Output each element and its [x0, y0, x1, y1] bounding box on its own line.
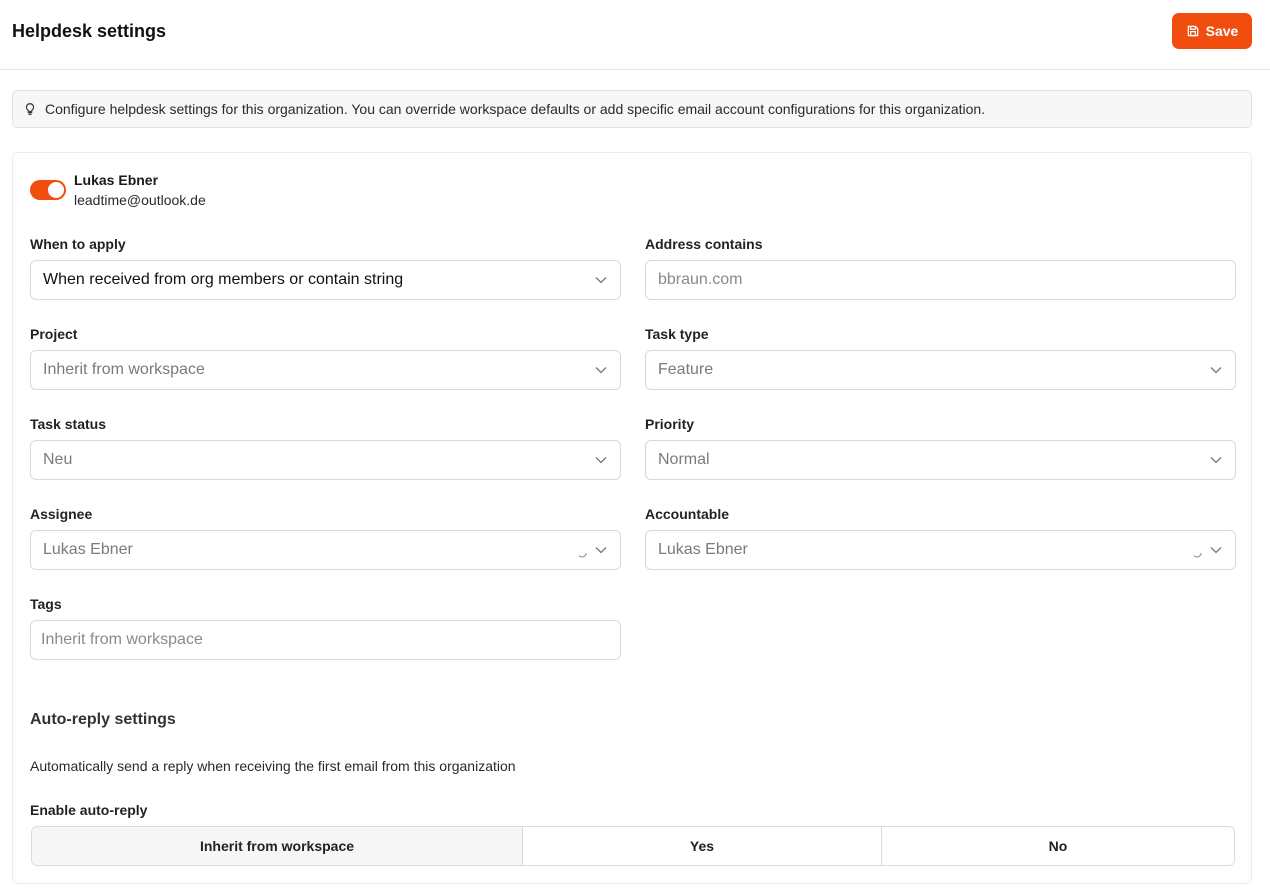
chevron-down-icon [1210, 366, 1222, 374]
tags-label: Tags [30, 596, 62, 612]
save-button[interactable] [1172, 13, 1252, 49]
address-contains-label: Address contains [645, 236, 763, 252]
assignee-label: Assignee [30, 506, 93, 522]
when-to-apply-value: When received from org members or contain string [43, 271, 404, 288]
chevron-down-icon [595, 456, 607, 464]
task-status-select[interactable] [30, 440, 621, 480]
chevron-down-icon [595, 366, 607, 374]
project-select[interactable] [30, 350, 621, 390]
email-account-card [12, 152, 1252, 884]
auto-reply-option-yes[interactable]: Yes [523, 827, 882, 865]
page-title: Helpdesk settings [12, 21, 167, 41]
chevron-down-icon [1210, 546, 1222, 554]
loading-spinner-icon [1192, 548, 1202, 558]
account-name: Lukas Ebner [74, 172, 159, 188]
assignee-value: Lukas Ebner [43, 541, 133, 558]
account-enabled-toggle[interactable] [30, 180, 66, 200]
auto-reply-segmented-control [31, 826, 1235, 866]
accountable-label: Accountable [645, 506, 730, 522]
tags-input[interactable] [30, 620, 621, 660]
lightbulb-icon [23, 102, 37, 116]
task-type-value: Feature [658, 361, 714, 378]
enable-auto-reply-label: Enable auto-reply [30, 802, 148, 818]
auto-reply-option-no[interactable]: No [882, 827, 1234, 865]
floppy-disk-icon [1186, 24, 1200, 38]
task-status-label: Task status [30, 416, 106, 432]
auto-reply-option-inherit[interactable]: Inherit from workspace [32, 827, 523, 865]
priority-label: Priority [645, 416, 695, 432]
task-type-label: Task type [645, 326, 709, 342]
priority-select[interactable] [645, 440, 1236, 480]
toggle-knob [48, 182, 64, 198]
task-status-value: Neu [43, 451, 73, 468]
task-type-select[interactable] [645, 350, 1236, 390]
project-label: Project [30, 326, 78, 342]
account-email: leadtime@outlook.de [74, 192, 206, 208]
chevron-down-icon [1210, 456, 1222, 464]
loading-spinner-icon [577, 548, 587, 558]
project-value: Inherit from workspace [43, 361, 205, 378]
accountable-select[interactable] [645, 530, 1236, 570]
page-header [0, 0, 1270, 70]
when-to-apply-label: When to apply [30, 236, 126, 252]
chevron-down-icon [595, 276, 607, 284]
accountable-value: Lukas Ebner [658, 541, 748, 558]
save-button-label: Save [1205, 23, 1239, 39]
address-contains-input[interactable] [645, 260, 1236, 300]
info-text: Configure helpdesk settings for this organization. You can override workspace defaults or add specific email account configurations for this organization. [45, 101, 986, 117]
when-to-apply-select[interactable] [30, 260, 621, 300]
auto-reply-title: Auto-reply settings [30, 711, 176, 728]
auto-reply-description: Automatically send a reply when receiving the first email from this organization [30, 758, 516, 774]
info-banner [12, 90, 1252, 128]
chevron-down-icon [595, 546, 607, 554]
priority-value: Normal [658, 451, 710, 468]
assignee-select[interactable] [30, 530, 621, 570]
